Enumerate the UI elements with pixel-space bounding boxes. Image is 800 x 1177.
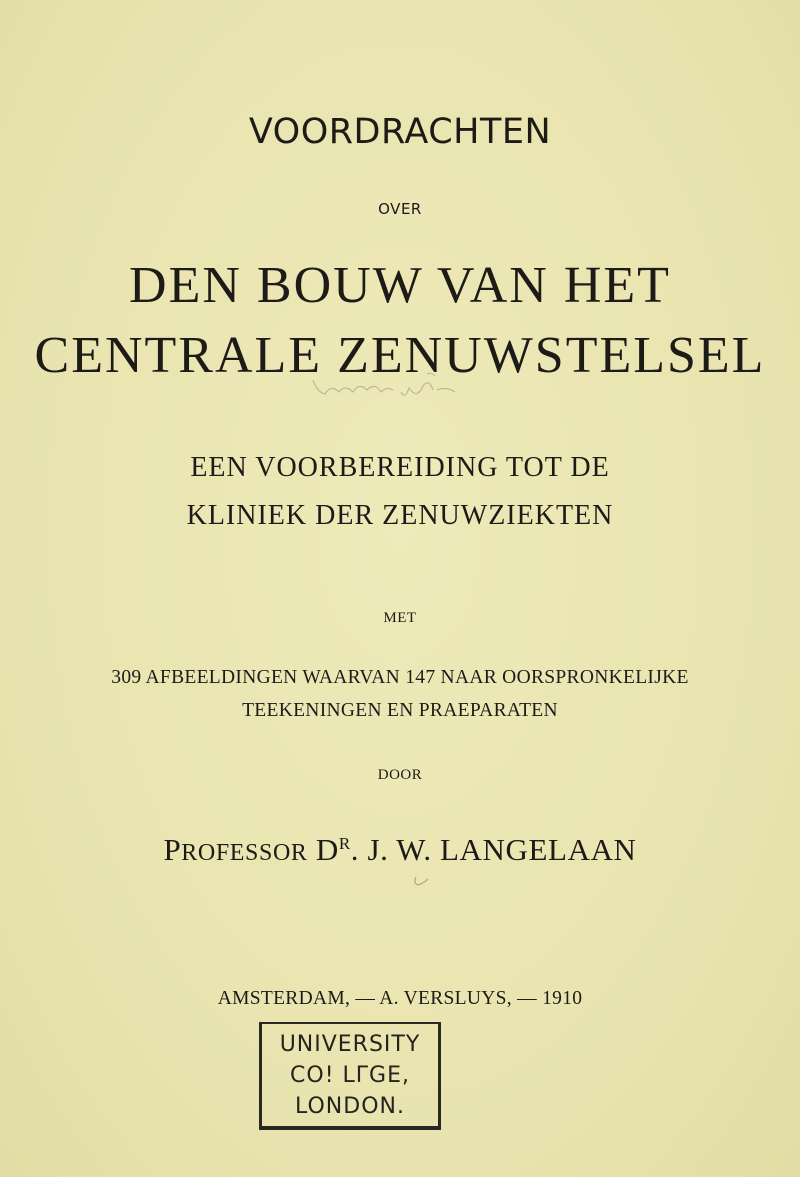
publisher-imprint: AMSTERDAM, — A. VERSLUYS, — 1910: [217, 988, 583, 1009]
main-title-line-1: DEN BOUW VAN HET: [129, 257, 671, 314]
subtitle-line-2: KLINIEK DER ZENUWZIEKTEN: [186, 500, 614, 531]
stamp-line-3: LONDON.: [295, 1094, 405, 1119]
illustrations-line-2: TEEKENINGEN EN PRAEPARATEN: [242, 700, 558, 721]
over-label: OVER: [378, 200, 422, 218]
series-heading: VOORDRACHTEN: [248, 112, 552, 152]
author-professor-rest: ROFESSOR: [181, 840, 308, 866]
door-label: DOOR: [377, 767, 423, 783]
met-label: MET: [383, 610, 417, 626]
library-stamp: [259, 1022, 441, 1130]
subtitle-line-1: EEN VOORBEREIDING TOT DE: [190, 452, 610, 483]
main-title-line-2: CENTRALE ZENUWSTELSEL: [34, 327, 766, 384]
stamp-line-1: UNIVERSITY: [279, 1032, 421, 1057]
author-dr-superscript: R: [338, 834, 351, 853]
author-name: . J. W. LANGELAAN: [350, 832, 637, 867]
author-line: [0, 832, 800, 868]
illustrations-line-1: 309 AFBEELDINGEN WAARVAN 147 NAAR OORSPRONKELIJKE: [111, 667, 689, 688]
pencil-annotation: [305, 370, 465, 410]
author-dr: D: [315, 832, 339, 867]
author-professor-initial: P: [163, 832, 182, 867]
stamp-line-2: CO! LΓGE,: [290, 1063, 410, 1088]
pencil-mark: [410, 869, 434, 891]
